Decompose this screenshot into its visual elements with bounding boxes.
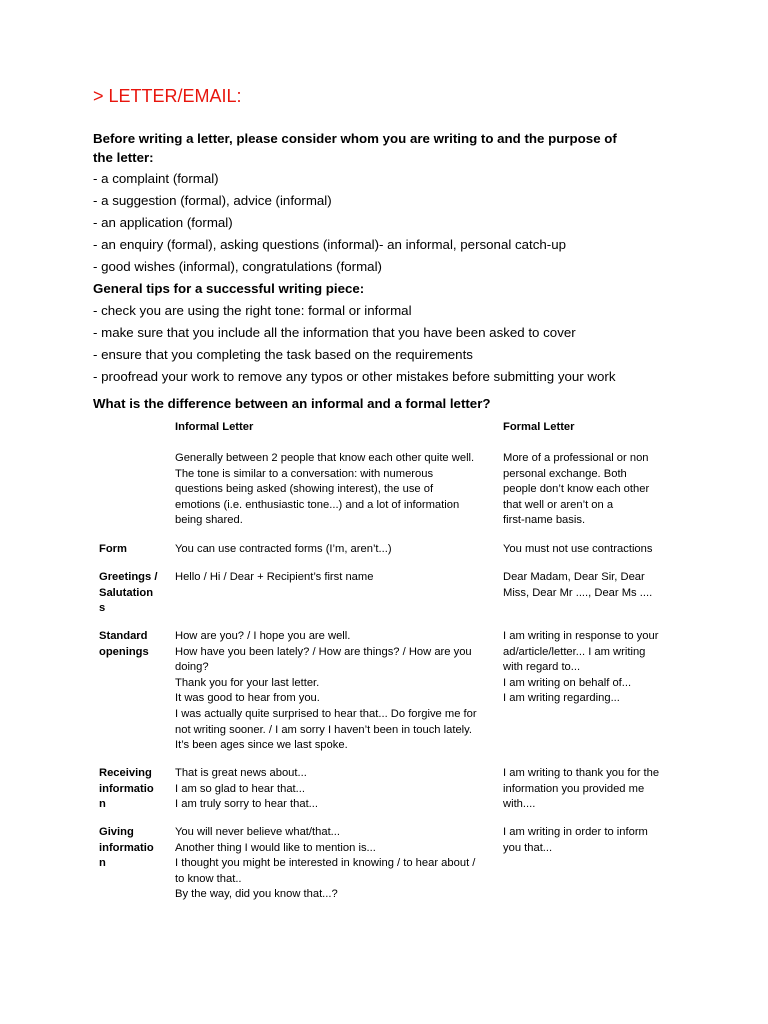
cell-line: Hello / Hi / Dear + Recipient’s first name bbox=[175, 571, 374, 583]
openings-informal bbox=[175, 629, 493, 754]
cell-line: emotions (i.e. enthusiastic tone...) and a lot of information bbox=[175, 498, 460, 511]
row-label-giving bbox=[99, 825, 163, 872]
giving-informal bbox=[175, 825, 493, 903]
openings-formal bbox=[503, 629, 673, 707]
cell-line: with.... bbox=[503, 798, 536, 811]
cell-line: The tone is similar to a conversation: with numerous bbox=[175, 467, 434, 480]
description-formal bbox=[503, 451, 673, 529]
cell-line: with regard to... bbox=[503, 661, 581, 674]
purpose-item: - a complaint (formal) bbox=[93, 171, 219, 186]
cell-line: It was good to hear from you. bbox=[175, 692, 320, 705]
cell-line: I am writing on behalf of... bbox=[503, 676, 632, 689]
row-label-receiving bbox=[99, 766, 163, 813]
section-heading: > LETTER/EMAIL: bbox=[93, 86, 242, 106]
tip-item: - make sure that you include all the information that you have been asked to cover bbox=[93, 325, 576, 340]
greetings-formal bbox=[503, 570, 673, 601]
cell-line: people don’t know each other bbox=[503, 483, 650, 496]
cell-line: Thank you for your last letter. bbox=[175, 676, 320, 689]
cell-line: I am writing in response to your bbox=[503, 630, 659, 642]
header-formal: Formal Letter bbox=[503, 421, 575, 433]
cell-line: I am writing in order to inform bbox=[503, 826, 648, 838]
header-informal: Informal Letter bbox=[175, 421, 254, 433]
cell-line: It’s been ages since we last spoke. bbox=[175, 739, 348, 752]
cell-line: informatio bbox=[99, 782, 154, 795]
cell-line: I am so glad to hear that... bbox=[175, 782, 305, 795]
cell-line: to know that.. bbox=[175, 872, 242, 885]
tips-title: General tips for a successful writing piece: bbox=[93, 281, 365, 296]
cell-line: n bbox=[99, 798, 106, 811]
cell-line: Miss, Dear Mr ...., Dear Ms .... bbox=[503, 586, 653, 599]
cell-line: being shared. bbox=[175, 514, 243, 527]
consider-line-1: Before writing a letter, please consider whom you are writing to and the purpose of bbox=[93, 131, 617, 146]
form-informal bbox=[175, 542, 493, 558]
cell-line: Dear Madam, Dear Sir, Dear bbox=[503, 571, 645, 583]
cell-line: More of a professional or non bbox=[503, 452, 649, 464]
purpose-item: - an application (formal) bbox=[93, 215, 233, 230]
cell-line: I am writing to thank you for the bbox=[503, 767, 660, 779]
cell-line: Greetings / bbox=[99, 571, 158, 583]
cell-line: Receiving bbox=[99, 767, 152, 779]
cell-line: first-name basis. bbox=[503, 514, 586, 527]
cell-line: ad/article/letter... I am writing bbox=[503, 645, 646, 658]
greetings-informal bbox=[175, 570, 493, 586]
cell-line: I was actually quite surprised to hear that... Do forgive me for bbox=[175, 707, 477, 720]
receiving-formal bbox=[503, 766, 673, 813]
comparison-question: What is the difference between an informal and a formal letter? bbox=[93, 396, 491, 411]
cell-line: By the way, did you know that...? bbox=[175, 888, 338, 901]
cell-line: you that... bbox=[503, 841, 553, 854]
tip-item: - check you are using the right tone: formal or informal bbox=[93, 303, 412, 318]
row-label-form bbox=[99, 542, 163, 558]
cell-line: I thought you might be interested in knowing / to hear about / bbox=[175, 857, 476, 870]
cell-line: openings bbox=[99, 645, 149, 658]
cell-line: informatio bbox=[99, 841, 154, 854]
cell-line: You can use contracted forms (I’m, aren’t...) bbox=[175, 543, 392, 555]
cell-line: doing? bbox=[175, 661, 209, 674]
cell-line: Another thing I would like to mention is... bbox=[175, 841, 376, 854]
row-label-greetings bbox=[99, 570, 163, 617]
intro-section bbox=[93, 129, 693, 388]
receiving-informal bbox=[175, 766, 493, 813]
cell-line: How are you? / I hope you are well. bbox=[175, 630, 351, 642]
form-formal bbox=[503, 542, 673, 558]
giving-formal bbox=[503, 825, 673, 856]
cell-line: n bbox=[99, 857, 106, 870]
cell-line: that well or aren’t on a bbox=[503, 498, 614, 511]
purpose-item: - good wishes (informal), congratulations (formal) bbox=[93, 259, 382, 274]
cell-line: Form bbox=[99, 543, 127, 555]
cell-line: information you provided me bbox=[503, 782, 645, 795]
cell-line: I am writing regarding... bbox=[503, 692, 620, 705]
cell-line: You must not use contractions bbox=[503, 543, 653, 555]
cell-line: not writing sooner. / I am sorry I haven’t been in touch lately. bbox=[175, 723, 473, 736]
cell-line: Giving bbox=[99, 826, 134, 838]
cell-line: questions being asked (showing interest), the use of bbox=[175, 483, 434, 496]
cell-line: That is great news about... bbox=[175, 767, 307, 779]
row-label-openings bbox=[99, 629, 163, 660]
cell-line: You will never believe what/that... bbox=[175, 826, 341, 838]
cell-line: I am truly sorry to hear that... bbox=[175, 798, 319, 811]
cell-line: s bbox=[99, 602, 106, 615]
cell-line: How have you been lately? / How are things? / How are you bbox=[175, 645, 472, 658]
purpose-item: - an enquiry (formal), asking questions (informal)- an informal, personal catch-up bbox=[93, 237, 566, 252]
cell-line: Generally between 2 people that know each other quite well. bbox=[175, 452, 475, 464]
consider-line-2: the letter: bbox=[93, 150, 154, 165]
cell-line: Salutation bbox=[99, 586, 154, 599]
tip-item: - proofread your work to remove any typos or other mistakes before submitting your work bbox=[93, 369, 616, 384]
cell-line: Standard bbox=[99, 630, 148, 642]
cell-line: personal exchange. Both bbox=[503, 467, 627, 480]
purpose-item: - a suggestion (formal), advice (informal) bbox=[93, 193, 332, 208]
tip-item: - ensure that you completing the task based on the requirements bbox=[93, 347, 473, 362]
description-informal bbox=[175, 451, 493, 529]
